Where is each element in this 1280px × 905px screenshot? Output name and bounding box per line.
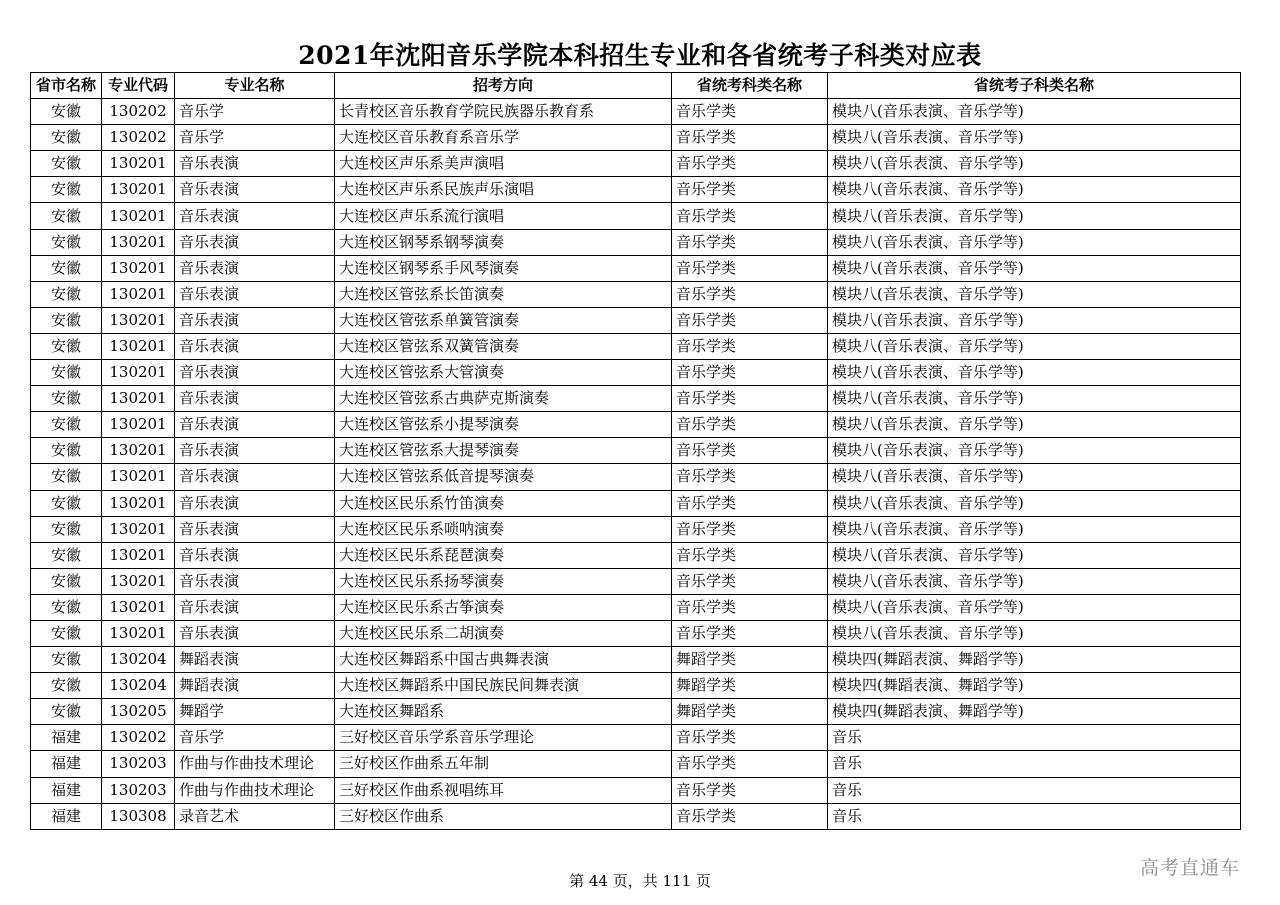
direction-cell: 大连校区管弦系长笛演奏 <box>335 281 672 307</box>
direction-cell: 大连校区民乐系唢呐演奏 <box>335 516 672 542</box>
table-row <box>31 751 1241 777</box>
major-name-cell: 音乐表演 <box>175 438 335 464</box>
table-row <box>31 177 1241 203</box>
subcategory-cell: 模块八(音乐表演、音乐学等) <box>828 620 1241 646</box>
major-code-cell: 130203 <box>102 777 175 803</box>
province-cell: 安徽 <box>31 647 102 673</box>
page-title: 2021年沈阳音乐学院本科招生专业和各省统考子科类对应表 <box>298 41 982 70</box>
category-cell: 音乐学类 <box>672 151 828 177</box>
table-row <box>31 360 1241 386</box>
major-name-cell: 音乐表演 <box>175 177 335 203</box>
category-cell: 音乐学类 <box>672 125 828 151</box>
subcategory-cell: 模块八(音乐表演、音乐学等) <box>828 516 1241 542</box>
direction-cell: 大连校区民乐系琵琶演奏 <box>335 542 672 568</box>
direction-cell: 三好校区作曲系 <box>335 803 672 829</box>
subcategory-cell: 模块八(音乐表演、音乐学等) <box>828 151 1241 177</box>
table-row <box>31 777 1241 803</box>
direction-cell: 大连校区管弦系双簧管演奏 <box>335 333 672 359</box>
direction-cell: 大连校区民乐系扬琴演奏 <box>335 568 672 594</box>
direction-cell: 大连校区民乐系竹笛演奏 <box>335 490 672 516</box>
table-body <box>31 99 1241 830</box>
subcategory-cell: 模块八(音乐表演、音乐学等) <box>828 594 1241 620</box>
direction-cell: 大连校区民乐系古筝演奏 <box>335 594 672 620</box>
table-row <box>31 333 1241 359</box>
subcategory-cell: 模块八(音乐表演、音乐学等) <box>828 412 1241 438</box>
major-name-cell: 音乐表演 <box>175 333 335 359</box>
page-number: 第 44 页，共 111 页 <box>569 872 711 890</box>
header-subcategory: 省统考子科类名称 <box>828 73 1241 99</box>
direction-cell: 大连校区舞蹈系 <box>335 699 672 725</box>
subcategory-cell: 模块八(音乐表演、音乐学等) <box>828 360 1241 386</box>
subcategory-cell: 模块八(音乐表演、音乐学等) <box>828 568 1241 594</box>
category-cell: 音乐学类 <box>672 542 828 568</box>
major-code-cell: 130201 <box>102 594 175 620</box>
subcategory-cell: 模块八(音乐表演、音乐学等) <box>828 125 1241 151</box>
direction-cell: 大连校区舞蹈系中国民族民间舞表演 <box>335 673 672 699</box>
direction-cell: 三好校区作曲系视唱练耳 <box>335 777 672 803</box>
major-name-cell: 音乐表演 <box>175 620 335 646</box>
subcategory-cell: 音乐 <box>828 777 1241 803</box>
subcategory-cell: 模块四(舞蹈表演、舞蹈学等) <box>828 647 1241 673</box>
major-name-cell: 音乐表演 <box>175 203 335 229</box>
table-row <box>31 203 1241 229</box>
table-row <box>31 699 1241 725</box>
table-row <box>31 99 1241 125</box>
major-code-cell: 130204 <box>102 673 175 699</box>
table-row <box>31 307 1241 333</box>
category-cell: 音乐学类 <box>672 333 828 359</box>
province-cell: 安徽 <box>31 594 102 620</box>
category-cell: 舞蹈学类 <box>672 699 828 725</box>
major-code-cell: 130201 <box>102 177 175 203</box>
major-name-cell: 音乐表演 <box>175 386 335 412</box>
subcategory-cell: 模块八(音乐表演、音乐学等) <box>828 333 1241 359</box>
category-cell: 音乐学类 <box>672 620 828 646</box>
table-row <box>31 255 1241 281</box>
major-code-cell: 130202 <box>102 725 175 751</box>
table-row <box>31 125 1241 151</box>
direction-cell: 长青校区音乐教育学院民族器乐教育系 <box>335 99 672 125</box>
subcategory-cell: 模块八(音乐表演、音乐学等) <box>828 490 1241 516</box>
direction-cell: 大连校区管弦系大提琴演奏 <box>335 438 672 464</box>
province-cell: 安徽 <box>31 620 102 646</box>
province-cell: 安徽 <box>31 464 102 490</box>
major-code-cell: 130308 <box>102 803 175 829</box>
category-cell: 舞蹈学类 <box>672 673 828 699</box>
table-row <box>31 516 1241 542</box>
subcategory-cell: 音乐 <box>828 725 1241 751</box>
subcategory-cell: 模块八(音乐表演、音乐学等) <box>828 464 1241 490</box>
major-code-cell: 130201 <box>102 490 175 516</box>
province-cell: 福建 <box>31 751 102 777</box>
major-name-cell: 音乐表演 <box>175 568 335 594</box>
province-cell: 安徽 <box>31 438 102 464</box>
province-cell: 福建 <box>31 725 102 751</box>
table-header-row <box>31 73 1241 99</box>
category-cell: 音乐学类 <box>672 464 828 490</box>
category-cell: 音乐学类 <box>672 777 828 803</box>
major-name-cell: 音乐学 <box>175 725 335 751</box>
major-code-cell: 130201 <box>102 516 175 542</box>
province-cell: 安徽 <box>31 360 102 386</box>
category-cell: 音乐学类 <box>672 281 828 307</box>
subcategory-cell: 模块八(音乐表演、音乐学等) <box>828 307 1241 333</box>
province-cell: 安徽 <box>31 386 102 412</box>
category-cell: 舞蹈学类 <box>672 647 828 673</box>
table-row <box>31 438 1241 464</box>
major-name-cell: 音乐学 <box>175 99 335 125</box>
major-code-cell: 130204 <box>102 647 175 673</box>
major-name-cell: 录音艺术 <box>175 803 335 829</box>
table-row <box>31 725 1241 751</box>
header-province: 省市名称 <box>31 73 102 99</box>
direction-cell: 大连校区舞蹈系中国古典舞表演 <box>335 647 672 673</box>
table-row <box>31 386 1241 412</box>
category-cell: 音乐学类 <box>672 751 828 777</box>
major-name-cell: 舞蹈表演 <box>175 673 335 699</box>
major-name-cell: 音乐表演 <box>175 255 335 281</box>
category-cell: 音乐学类 <box>672 255 828 281</box>
major-name-cell: 作曲与作曲技术理论 <box>175 751 335 777</box>
table-row <box>31 412 1241 438</box>
major-code-cell: 130201 <box>102 438 175 464</box>
province-cell: 安徽 <box>31 568 102 594</box>
category-cell: 音乐学类 <box>672 725 828 751</box>
province-cell: 安徽 <box>31 125 102 151</box>
major-name-cell: 音乐表演 <box>175 281 335 307</box>
subcategory-cell: 模块八(音乐表演、音乐学等) <box>828 203 1241 229</box>
table-row <box>31 151 1241 177</box>
category-cell: 音乐学类 <box>672 594 828 620</box>
header-direction: 招考方向 <box>335 73 672 99</box>
major-code-cell: 130201 <box>102 307 175 333</box>
direction-cell: 大连校区声乐系民族声乐演唱 <box>335 177 672 203</box>
major-code-cell: 130201 <box>102 255 175 281</box>
major-name-cell: 音乐表演 <box>175 516 335 542</box>
direction-cell: 大连校区钢琴系钢琴演奏 <box>335 229 672 255</box>
table-row <box>31 568 1241 594</box>
table-row <box>31 594 1241 620</box>
direction-cell: 大连校区音乐教育系音乐学 <box>335 125 672 151</box>
major-code-cell: 130201 <box>102 542 175 568</box>
major-name-cell: 音乐表演 <box>175 307 335 333</box>
major-code-cell: 130201 <box>102 360 175 386</box>
province-cell: 安徽 <box>31 516 102 542</box>
category-cell: 音乐学类 <box>672 360 828 386</box>
category-cell: 音乐学类 <box>672 438 828 464</box>
province-cell: 安徽 <box>31 177 102 203</box>
category-cell: 音乐学类 <box>672 803 828 829</box>
direction-cell: 三好校区音乐学系音乐学理论 <box>335 725 672 751</box>
category-cell: 音乐学类 <box>672 99 828 125</box>
table-row <box>31 647 1241 673</box>
table-row <box>31 542 1241 568</box>
category-cell: 音乐学类 <box>672 203 828 229</box>
province-cell: 安徽 <box>31 307 102 333</box>
province-cell: 安徽 <box>31 203 102 229</box>
subcategory-cell: 模块四(舞蹈表演、舞蹈学等) <box>828 699 1241 725</box>
subcategory-cell: 模块八(音乐表演、音乐学等) <box>828 177 1241 203</box>
table-row <box>31 464 1241 490</box>
major-code-cell: 130201 <box>102 620 175 646</box>
direction-cell: 大连校区管弦系古典萨克斯演奏 <box>335 386 672 412</box>
major-code-cell: 130201 <box>102 281 175 307</box>
province-cell: 安徽 <box>31 699 102 725</box>
category-cell: 音乐学类 <box>672 177 828 203</box>
major-name-cell: 音乐表演 <box>175 464 335 490</box>
table-row <box>31 803 1241 829</box>
major-code-cell: 130201 <box>102 333 175 359</box>
major-name-cell: 音乐表演 <box>175 594 335 620</box>
major-name-cell: 音乐表演 <box>175 412 335 438</box>
province-cell: 安徽 <box>31 99 102 125</box>
major-code-cell: 130201 <box>102 151 175 177</box>
direction-cell: 大连校区管弦系大管演奏 <box>335 360 672 386</box>
major-name-cell: 舞蹈表演 <box>175 647 335 673</box>
major-code-cell: 130201 <box>102 386 175 412</box>
subcategory-cell: 模块八(音乐表演、音乐学等) <box>828 542 1241 568</box>
category-cell: 音乐学类 <box>672 386 828 412</box>
province-cell: 福建 <box>31 777 102 803</box>
major-code-cell: 130202 <box>102 99 175 125</box>
major-name-cell: 舞蹈学 <box>175 699 335 725</box>
major-name-cell: 作曲与作曲技术理论 <box>175 777 335 803</box>
table-row <box>31 229 1241 255</box>
subcategory-cell: 模块八(音乐表演、音乐学等) <box>828 438 1241 464</box>
direction-cell: 大连校区声乐系流行演唱 <box>335 203 672 229</box>
subcategory-cell: 模块八(音乐表演、音乐学等) <box>828 281 1241 307</box>
major-name-cell: 音乐表演 <box>175 229 335 255</box>
major-code-cell: 130202 <box>102 125 175 151</box>
direction-cell: 大连校区民乐系二胡演奏 <box>335 620 672 646</box>
province-cell: 安徽 <box>31 151 102 177</box>
major-code-cell: 130201 <box>102 229 175 255</box>
category-cell: 音乐学类 <box>672 568 828 594</box>
table-row <box>31 281 1241 307</box>
major-name-cell: 音乐表演 <box>175 360 335 386</box>
direction-cell: 大连校区管弦系小提琴演奏 <box>335 412 672 438</box>
province-cell: 安徽 <box>31 333 102 359</box>
table-row <box>31 620 1241 646</box>
subcategory-cell: 模块八(音乐表演、音乐学等) <box>828 99 1241 125</box>
category-cell: 音乐学类 <box>672 229 828 255</box>
subcategory-cell: 音乐 <box>828 803 1241 829</box>
watermark: 高考直通车 <box>1140 857 1241 879</box>
header-category: 省统考科类名称 <box>672 73 828 99</box>
category-cell: 音乐学类 <box>672 412 828 438</box>
major-code-cell: 130201 <box>102 568 175 594</box>
direction-cell: 三好校区作曲系五年制 <box>335 751 672 777</box>
major-code-cell: 130201 <box>102 412 175 438</box>
province-cell: 安徽 <box>31 412 102 438</box>
province-cell: 安徽 <box>31 542 102 568</box>
province-cell: 安徽 <box>31 673 102 699</box>
major-code-cell: 130203 <box>102 751 175 777</box>
province-cell: 安徽 <box>31 281 102 307</box>
major-code-cell: 130205 <box>102 699 175 725</box>
major-name-cell: 音乐表演 <box>175 151 335 177</box>
subcategory-cell: 模块四(舞蹈表演、舞蹈学等) <box>828 673 1241 699</box>
province-cell: 安徽 <box>31 255 102 281</box>
major-code-cell: 130201 <box>102 203 175 229</box>
major-code-cell: 130201 <box>102 464 175 490</box>
table-row <box>31 673 1241 699</box>
direction-cell: 大连校区管弦系单簧管演奏 <box>335 307 672 333</box>
province-cell: 安徽 <box>31 229 102 255</box>
direction-cell: 大连校区声乐系美声演唱 <box>335 151 672 177</box>
category-cell: 音乐学类 <box>672 307 828 333</box>
province-cell: 安徽 <box>31 490 102 516</box>
header-major-name: 专业名称 <box>175 73 335 99</box>
category-cell: 音乐学类 <box>672 516 828 542</box>
subcategory-cell: 模块八(音乐表演、音乐学等) <box>828 255 1241 281</box>
major-name-cell: 音乐表演 <box>175 490 335 516</box>
header-major-code: 专业代码 <box>102 73 175 99</box>
direction-cell: 大连校区钢琴系手风琴演奏 <box>335 255 672 281</box>
direction-cell: 大连校区管弦系低音提琴演奏 <box>335 464 672 490</box>
major-name-cell: 音乐表演 <box>175 542 335 568</box>
province-cell: 福建 <box>31 803 102 829</box>
subcategory-cell: 模块八(音乐表演、音乐学等) <box>828 386 1241 412</box>
category-cell: 音乐学类 <box>672 490 828 516</box>
subcategory-cell: 音乐 <box>828 751 1241 777</box>
table-row <box>31 490 1241 516</box>
major-name-cell: 音乐学 <box>175 125 335 151</box>
admissions-table <box>30 72 1241 830</box>
subcategory-cell: 模块八(音乐表演、音乐学等) <box>828 229 1241 255</box>
